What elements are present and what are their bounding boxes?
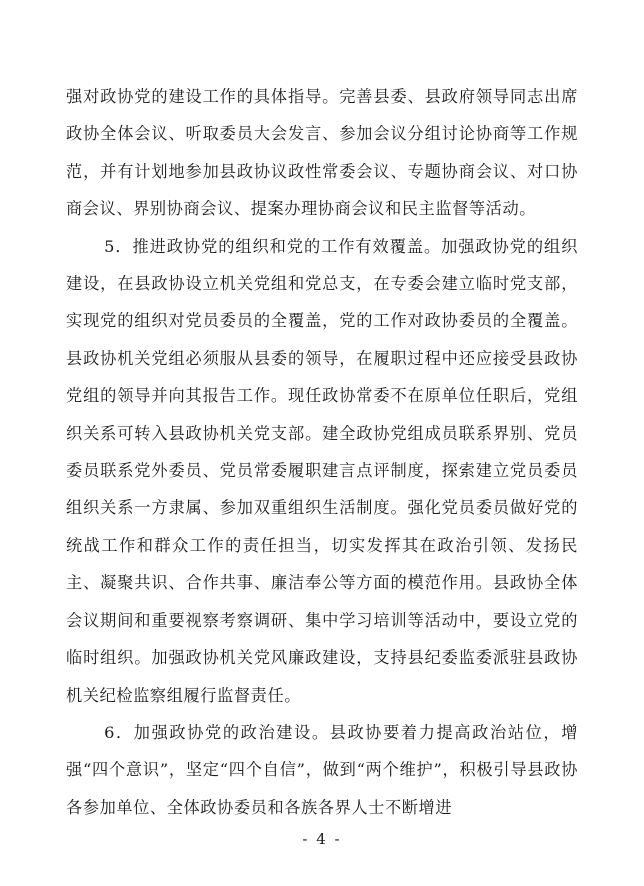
document-body	[66, 78, 578, 826]
paragraph-continued: 强对政协党的建设工作的具体指导。完善县委、县政府领导同志出席政协全体会议、听取委员大会发言、参加会议分组讨论协商等工作规范，并有计划地参加县政协议政性常委会议、专题协商会议、对口协商会议、界别协商会议、提案办理协商会议和民主监督等活动。	[66, 87, 578, 219]
paragraph-item-6: 6．加强政协党的政治建设。县政协要着力提高政治站位，增强“四个意识”，坚定“四个自信”，做到“两个维护”，积极引导县政协各参加单位、全体政协委员和各族各界人士不断增进	[66, 722, 578, 817]
page-number: - 4 -	[302, 830, 342, 848]
paragraph-item-5: 5．推进政协党的组织和党的工作有效覆盖。加强政协党的组织建设，在县政协设立机关党组和党总支，在专委会建立临时党支部，实现党的组织对党员委员的全覆盖，党的工作对政协委员的全覆盖。县政协机关党组必须服从县委的领导，在履职过程中还应接受县政协党组的领导并向其报告工作。现任政协常委不在原单位任职后，党组织关系可转入县政协机关党支部。建全政协党组成员联系界别、党员委员联系党外委员、党员常委履职建言点评制度，探索建立党员委员组织关系一方隶属、参加双重组织生活制度。强化党员委员做好党的统战工作和群众工作的责任担当，切实发挥其在政治引领、发扬民主、凝聚共识、合作共事、廉洁奉公等方面的模范作用。县政协全体会议期间和重要视察考察调研、集中学习培训等活动中，要设立党的临时组织。加强政协机关党风廉政建设，支持县纪委监委派驻县政协机关纪检监察组履行监督责任。	[66, 236, 578, 705]
